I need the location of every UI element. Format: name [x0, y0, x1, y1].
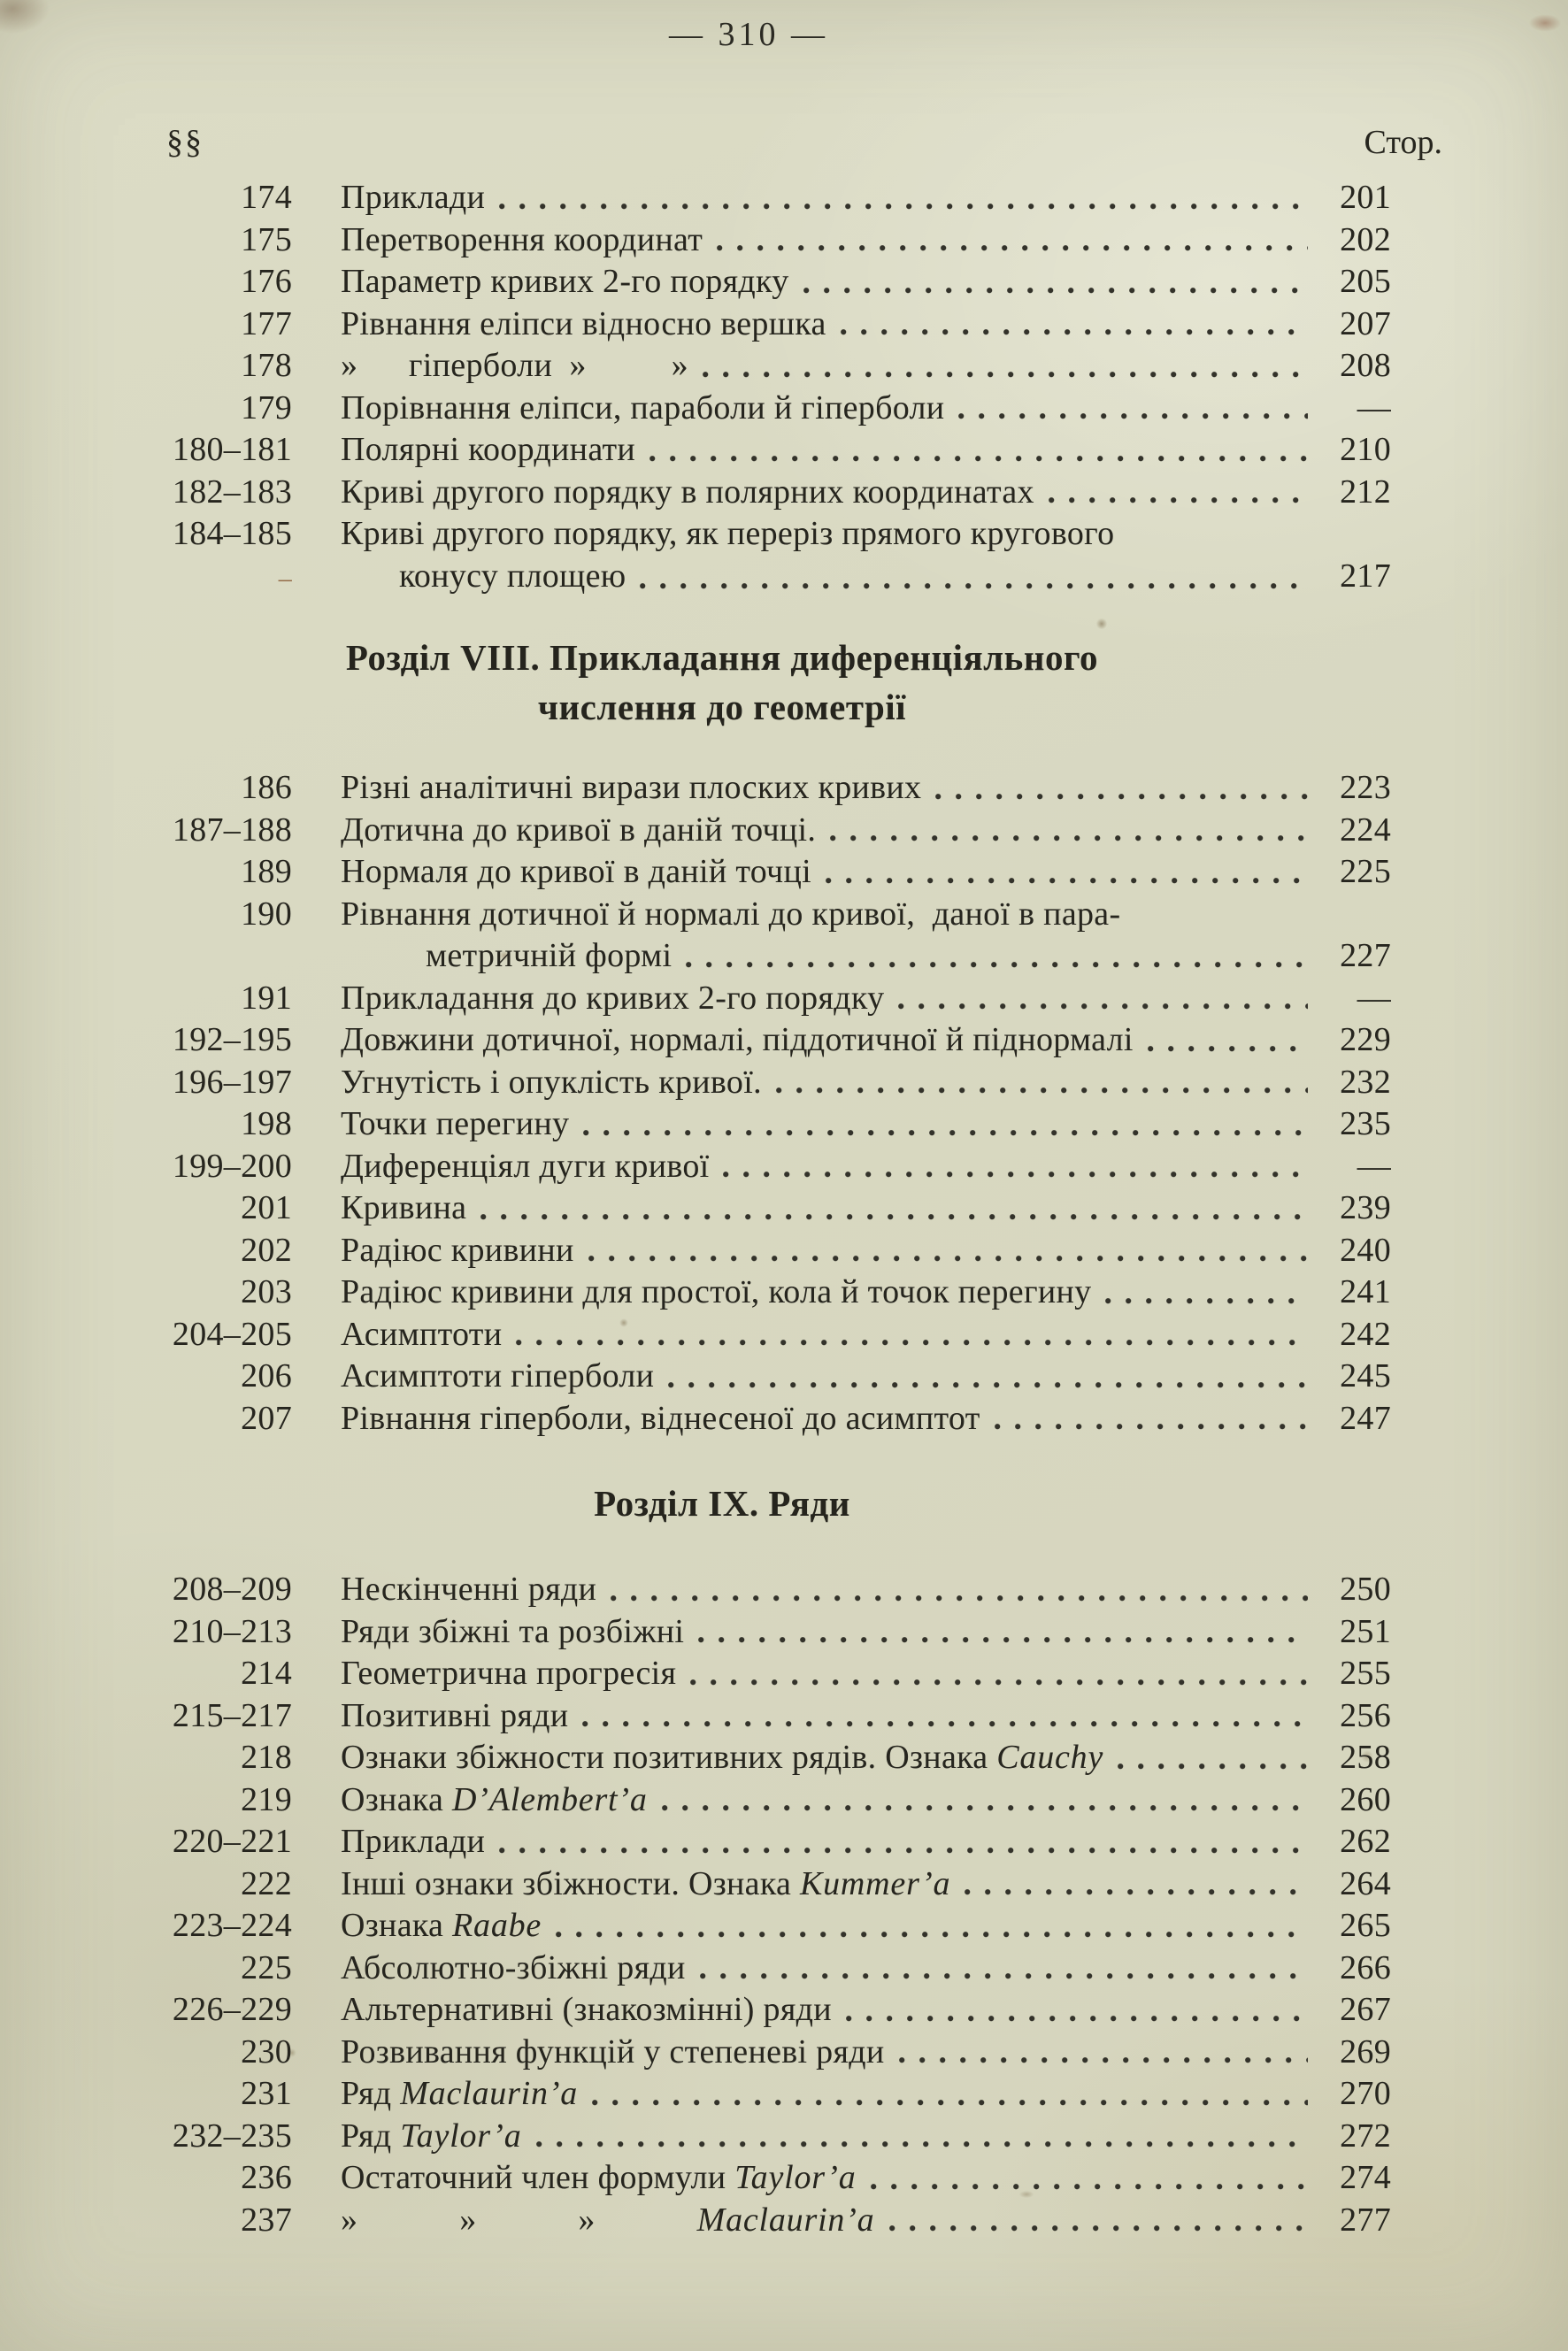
- dot-leader: [715, 219, 1308, 262]
- dot-leader: [896, 978, 1308, 1020]
- dot-leader: [580, 1695, 1308, 1738]
- dot-leader: [497, 177, 1308, 219]
- toc-row: [53, 978, 1444, 1020]
- page-number: 201: [1340, 179, 1391, 216]
- section-number: 175: [241, 220, 292, 258]
- dot-leader: [963, 1863, 1308, 1906]
- column-header-sections: §§: [166, 124, 204, 161]
- dot-leader: [1146, 1019, 1308, 1062]
- page-number: 208: [1340, 347, 1391, 384]
- page-number: 232: [1340, 1063, 1391, 1101]
- entry-title: Асимптоти: [341, 1315, 503, 1353]
- section-number: 199–200: [172, 1147, 292, 1185]
- section-number: 178: [241, 347, 292, 384]
- page-number: 223: [1340, 769, 1391, 806]
- page-number: 260: [1340, 1780, 1391, 1818]
- section-number: 219: [241, 1780, 292, 1818]
- section-number: 176: [241, 263, 292, 300]
- section-number: 204–205: [172, 1315, 292, 1353]
- latin-name-italic: Maclaurin’a: [696, 2201, 875, 2239]
- toc-row: [53, 2073, 1444, 2116]
- toc-row: [53, 767, 1444, 810]
- dot-leader: [824, 851, 1308, 894]
- section-number: 189: [241, 853, 292, 890]
- section-number: 220–221: [172, 1823, 292, 1860]
- page-number: 225: [1340, 853, 1391, 890]
- toc-row: [53, 345, 1444, 388]
- page-number: 274: [1340, 2159, 1391, 2196]
- dot-leader: [957, 388, 1308, 430]
- entry-title: Криві другого порядку, як переріз прямого кругового: [341, 515, 1115, 552]
- toc-row: [53, 1821, 1444, 1863]
- page-number: 255: [1340, 1655, 1391, 1692]
- page-number: 227: [1340, 937, 1391, 974]
- page-number: 241: [1340, 1273, 1391, 1310]
- entry-title: Прикладання до кривих 2-го порядку: [341, 979, 885, 1017]
- latin-name-italic: Taylor’a: [400, 2117, 522, 2155]
- section-number: 208–209: [172, 1571, 292, 1608]
- page-number: 272: [1340, 2117, 1391, 2155]
- section-number: 192–195: [172, 1021, 292, 1058]
- entry-title: Ряд Maclaurin’a: [341, 2075, 579, 2112]
- dot-leader: [479, 1187, 1308, 1230]
- page-number: 202: [1340, 220, 1391, 258]
- dot-leader: [514, 1314, 1308, 1356]
- entry-title: Геометрична прогресія: [341, 1655, 677, 1692]
- entry-title: Кривина: [341, 1189, 467, 1226]
- section-number: 202: [241, 1231, 292, 1269]
- entry-title: » гіперболи » »: [341, 347, 688, 384]
- toc-row: [53, 429, 1444, 472]
- entry-title: Альтернативні (знакозмінні) ряди: [341, 1991, 832, 2028]
- page-number: 212: [1340, 473, 1391, 511]
- page-number: 245: [1340, 1357, 1391, 1394]
- section-number: 201: [241, 1189, 292, 1226]
- entry-title: Приклади: [341, 179, 486, 216]
- dot-leader: [869, 2157, 1308, 2200]
- page-number: 229: [1340, 1021, 1391, 1058]
- toc-row: [53, 1695, 1444, 1738]
- chapter-heading-line: Розділ IX. Ряди: [594, 1483, 850, 1524]
- toc-row: [53, 1146, 1444, 1188]
- section-number: 177: [241, 304, 292, 342]
- entry-title: Позитивні ряди: [341, 1696, 569, 1734]
- section-number: 174: [241, 179, 292, 216]
- toc-row: [53, 1569, 1444, 1611]
- dot-leader: [1116, 1737, 1308, 1779]
- entry-title: Полярні координати: [341, 431, 636, 468]
- dot-leader: [638, 556, 1308, 600]
- latin-name-italic: Taylor’a: [734, 2159, 857, 2196]
- toc-row: [53, 1019, 1444, 1062]
- latin-name-italic: Maclaurin’a: [400, 2075, 579, 2112]
- toc-row: [53, 219, 1444, 262]
- latin-name-italic: Cauchy: [996, 1739, 1104, 1776]
- entry-title: Довжини дотичної, нормалі, піддотичної й піднормалі: [341, 1021, 1134, 1058]
- entry-title: Рівнання дотичної й нормалі до кривої, даної в пара-: [341, 895, 1121, 933]
- section-number: 206: [241, 1357, 292, 1394]
- toc-row: [53, 2157, 1444, 2200]
- page-number: 277: [1340, 2201, 1391, 2239]
- section-number: 226–229: [172, 1991, 292, 2028]
- entry-title: Рівнання еліпси відносно вершка: [341, 304, 826, 342]
- page-number: 250: [1340, 1571, 1391, 1608]
- dot-leader: [497, 1821, 1308, 1863]
- toc-row: [53, 1905, 1444, 1948]
- table-of-contents: [53, 177, 1444, 2241]
- toc-row: [53, 851, 1444, 894]
- section-number: 231: [241, 2075, 292, 2112]
- toc-row: [53, 513, 1444, 556]
- dot-leader: [844, 1989, 1308, 2032]
- section-number: 236: [241, 2159, 292, 2196]
- toc-row: [53, 1356, 1444, 1398]
- section-number: 187–188: [172, 811, 292, 849]
- toc-row: [53, 1737, 1444, 1779]
- entry-title: Інші ознаки збіжности. Ознака Kummer’a: [341, 1864, 951, 1902]
- toc-row: [53, 810, 1444, 852]
- entry-title: Різні аналітичні вирази плоских кривих: [341, 769, 922, 806]
- section-number: 210–213: [172, 1612, 292, 1650]
- toc-row: [53, 1948, 1444, 1990]
- toc-column-headers: [53, 122, 1444, 163]
- page-number: 251: [1340, 1612, 1391, 1650]
- entry-title: Порівнання еліпси, параболи й гіперболи: [341, 388, 945, 426]
- section-number: 218: [241, 1739, 292, 1776]
- section-number: 190: [241, 895, 292, 933]
- entry-title: Радіюс кривини: [341, 1231, 574, 1269]
- dot-leader: [888, 2200, 1309, 2242]
- dot-leader: [684, 935, 1308, 978]
- dot-leader: [648, 429, 1308, 472]
- page-number: 258: [1340, 1739, 1391, 1776]
- chapter-heading-line: Розділ VIII. Прикладання диференціяльного: [345, 637, 1099, 678]
- entry-title: Ознака Raabe: [341, 1907, 542, 1944]
- entry-title: метричній формі: [426, 937, 673, 974]
- entry-title: Ряд Taylor’a: [341, 2117, 522, 2155]
- toc-row: [53, 177, 1444, 219]
- dot-leader: [660, 1779, 1308, 1822]
- dot-leader: [534, 2116, 1308, 2158]
- dot-leader: [774, 1062, 1308, 1104]
- chapter-heading: [53, 1479, 1391, 1528]
- dot-leader: [839, 303, 1308, 346]
- entry-title: Ознаки збіжности позитивних рядів. Ознака Cauchy: [341, 1739, 1104, 1776]
- dot-leader: [897, 2032, 1308, 2074]
- entry-title: Ряди збіжні та розбіжні: [341, 1612, 685, 1650]
- entry-title: Дотична до кривої в даній точці.: [341, 811, 817, 849]
- entry-title: Точки перегину: [341, 1105, 570, 1142]
- section-number: 222: [241, 1864, 292, 1902]
- dot-leader: [1103, 1272, 1308, 1314]
- entry-title: Угнутість і опуклість кривої.: [341, 1063, 762, 1101]
- page-number: 235: [1340, 1105, 1391, 1142]
- page-number: 266: [1340, 1948, 1391, 1986]
- dot-leader: [802, 261, 1308, 303]
- page-folio: — 310 —: [669, 16, 828, 53]
- page-number: 262: [1340, 1823, 1391, 1860]
- toc-row: [53, 2200, 1444, 2242]
- column-header-pages: Стор.: [1364, 124, 1442, 161]
- page-number: 264: [1340, 1864, 1391, 1902]
- dot-leader: [554, 1905, 1308, 1948]
- latin-name-italic: Kummer’a: [799, 1864, 951, 1902]
- page-number: 270: [1340, 2075, 1391, 2112]
- dot-leader: [696, 1611, 1308, 1654]
- page-number: 267: [1340, 1991, 1391, 2028]
- toc-row: [53, 2032, 1444, 2074]
- entry-title: Перетворення координат: [341, 220, 703, 258]
- section-number: –: [278, 563, 292, 593]
- section-number: 214: [241, 1655, 292, 1692]
- page-number: —: [1357, 1147, 1391, 1185]
- entry-title: Нескінченні ряди: [341, 1571, 597, 1608]
- entry-title: Диференціял дуги кривої: [341, 1147, 710, 1185]
- dot-leader: [721, 1146, 1308, 1188]
- dot-leader: [993, 1398, 1308, 1441]
- section-number: 225: [241, 1948, 292, 1986]
- entry-title: Розвивання функцій у степеневі ряди: [341, 2032, 885, 2071]
- section-number: 179: [241, 388, 292, 426]
- entry-title: конусу площею: [399, 557, 626, 595]
- section-number: 196–197: [172, 1063, 292, 1101]
- dot-leader: [934, 767, 1308, 810]
- entry-title: Ознака D’Alembert’a: [341, 1780, 648, 1818]
- entry-title: Рівнання гіперболи, віднесеної до асимптот: [341, 1399, 980, 1437]
- toc-row: [53, 1314, 1444, 1356]
- chapter-heading-line: числення до геометрії: [537, 687, 907, 727]
- section-number: 182–183: [172, 473, 292, 511]
- dot-leader: [609, 1569, 1308, 1611]
- entry-title: Радіюс кривини для простої, кола й точок перегину: [341, 1273, 1092, 1310]
- page-number: 240: [1340, 1231, 1391, 1269]
- dot-leader: [701, 345, 1308, 388]
- dot-leader: [581, 1103, 1308, 1146]
- toc-row: [53, 1398, 1444, 1441]
- latin-name-italic: D’Alembert’a: [452, 1780, 648, 1818]
- toc-row: [53, 1989, 1444, 2032]
- toc-row: [53, 1779, 1444, 1822]
- toc-row: [53, 1653, 1444, 1695]
- entry-title: Приклади: [341, 1823, 486, 1860]
- section-number: 186: [241, 769, 292, 806]
- dot-leader: [828, 810, 1308, 852]
- section-number: 198: [241, 1105, 292, 1142]
- toc-row: [53, 1272, 1444, 1314]
- dot-leader: [666, 1356, 1308, 1398]
- dot-leader: [1126, 513, 1308, 556]
- toc-row: [53, 1187, 1444, 1230]
- toc-row: [53, 472, 1444, 514]
- toc-row: [53, 556, 1444, 600]
- section-number: 191: [241, 979, 292, 1017]
- latin-name-italic: Raabe: [452, 1907, 542, 1944]
- section-number: 184–185: [172, 515, 292, 552]
- section-number: 223–224: [172, 1907, 292, 1944]
- section-number: 180–181: [172, 431, 292, 468]
- page-number: 256: [1340, 1696, 1391, 1734]
- entry-title: Криві другого порядку в полярних координатах: [341, 473, 1034, 511]
- toc-row: [53, 894, 1444, 936]
- page-number: 269: [1340, 2032, 1391, 2071]
- toc-row: [53, 1611, 1444, 1654]
- toc-row: [53, 935, 1444, 978]
- page-number: —: [1357, 979, 1391, 1017]
- toc-row: [53, 2116, 1444, 2158]
- dot-leader: [688, 1653, 1308, 1695]
- dot-leader: [587, 1230, 1308, 1272]
- page-number: 205: [1340, 263, 1391, 300]
- entry-title: Нормаля до кривої в даній точці: [341, 853, 811, 890]
- section-number: 230: [241, 2032, 292, 2071]
- page-number: 239: [1340, 1189, 1391, 1226]
- toc-row: [53, 1103, 1444, 1146]
- entry-title: Асимптоти гіперболи: [341, 1357, 655, 1394]
- page-number: 217: [1340, 557, 1391, 595]
- entry-title: Абсолютно-збіжні ряди: [341, 1948, 686, 1986]
- page-number: 247: [1340, 1399, 1391, 1437]
- section-number: 237: [241, 2201, 292, 2239]
- dot-leader: [1047, 472, 1308, 514]
- page-number: 224: [1340, 811, 1391, 849]
- page-number: 207: [1340, 304, 1391, 342]
- section-number: 215–217: [172, 1696, 292, 1734]
- dot-leader: [698, 1948, 1308, 1990]
- toc-row: [53, 261, 1444, 303]
- page-number: 210: [1340, 431, 1391, 468]
- entry-title: » » » Maclaurin’a: [341, 2201, 875, 2239]
- section-number: 203: [241, 1273, 292, 1310]
- toc-row: [53, 1863, 1444, 1906]
- toc-row: [53, 303, 1444, 346]
- entry-title: Остаточний член формули Taylor’a: [341, 2159, 857, 2196]
- entry-title: Параметр кривих 2-го порядку: [341, 263, 789, 300]
- toc-row: [53, 388, 1444, 430]
- toc-row: [53, 1062, 1444, 1104]
- dot-leader: [1133, 894, 1308, 936]
- toc-row: [53, 1230, 1444, 1272]
- page-number: 265: [1340, 1907, 1391, 1944]
- page-number: 242: [1340, 1315, 1391, 1353]
- chapter-heading: [53, 633, 1391, 732]
- section-number: 207: [241, 1399, 292, 1437]
- section-number: 232–235: [172, 2117, 292, 2155]
- dot-leader: [590, 2073, 1308, 2116]
- page-number: —: [1357, 388, 1391, 426]
